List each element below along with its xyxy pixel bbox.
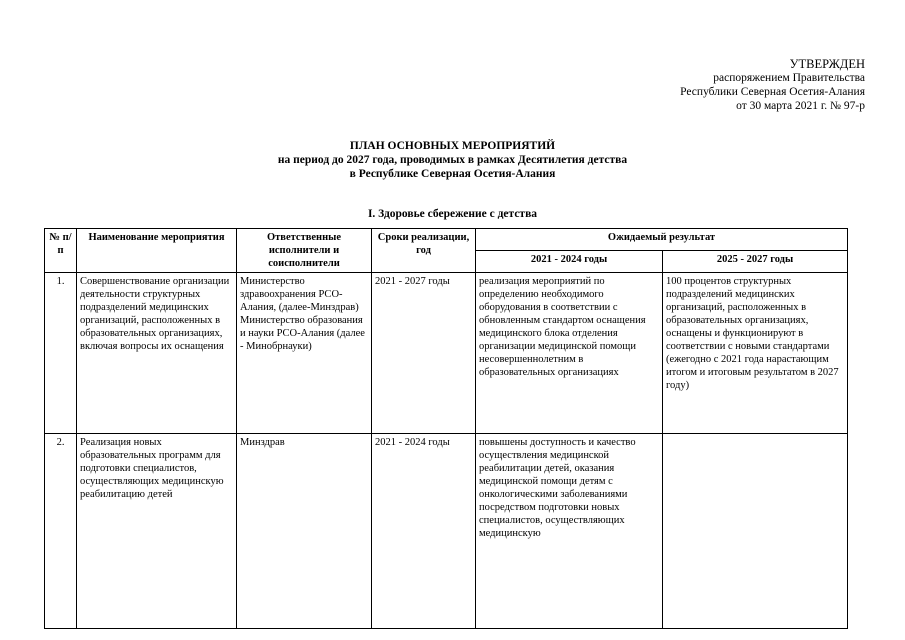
row-terms: 2021 - 2024 годы (372, 434, 476, 629)
row-result-2 (663, 434, 848, 629)
approval-title: УТВЕРЖДЕН (789, 57, 865, 71)
header-period-1: 2021 - 2024 годы (476, 251, 663, 273)
table-row (45, 273, 848, 434)
header-expected-result: Ожидаемый результат (476, 229, 848, 251)
approval-line-2: Республики Северная Осетия-Алания (680, 86, 865, 98)
row-name: Совершенствование организации деятельности структурных подразделений медицинских организаций, расположенных в образовательных организациях, включая вопросы их оснащения (77, 273, 237, 434)
row-result-2: 100 процентов структурных подразделений медицинских организаций, расположенных в образовательных организациях, оснащены и функционируют в соответствии с новыми стандартами (ежегодно с 2021 года нарастающим итогом и итоговым результатом в 2027 году) (663, 273, 848, 434)
plan-heading (0, 139, 905, 181)
approval-stamp (680, 57, 865, 113)
row-terms: 2021 - 2027 годы (372, 273, 476, 434)
section-title: I. Здоровье сбережение с детства (367, 208, 538, 220)
row-result-1: повышены доступность и качество осуществления медицинской реабилитации детей, оказания медицинской помощи детям с онкологическими заболеваниями посредством подготовки новых специалистов, осуществляющих медицинскую (476, 434, 663, 629)
table-row (45, 434, 848, 629)
row-responsible: Минздрав (237, 434, 372, 629)
header-period-2: 2025 - 2027 годы (663, 251, 848, 273)
plan-table (44, 228, 848, 629)
header-responsible: Ответственные исполнители и соисполнители (237, 229, 372, 273)
header-terms: Сроки реализации, год (372, 229, 476, 273)
row-num: 2. (45, 434, 77, 629)
row-responsible: Министерство здравоохранения РСО-Алания, (далее-Минздрав) Министерство образования и науки РСО-Алания (далее - Минобрнауки) (237, 273, 372, 434)
plan-title: ПЛАН ОСНОВНЫХ МЕРОПРИЯТИЙ (349, 140, 556, 152)
plan-subtitle-1: на период до 2027 года, проводимых в рамках Десятилетия детства (277, 154, 628, 166)
header-num: № п/п (45, 229, 77, 273)
approval-line-1: распоряжением Правительства (713, 72, 865, 84)
approval-line-3: от 30 марта 2021 г. № 97-р (736, 100, 865, 112)
row-num: 1. (45, 273, 77, 434)
plan-subtitle-2: в Республике Северная Осетия-Алания (349, 168, 556, 180)
row-name: Реализация новых образовательных программ для подготовки специалистов, осуществляющих медицинскую реабилитацию детей (77, 434, 237, 629)
table-header-row (45, 229, 848, 251)
header-name: Наименование мероприятия (77, 229, 237, 273)
row-result-1: реализация мероприятий по определению необходимого оборудования в соответствии с обновленным стандартом оснащения медицинского блока отделения организации медицинской помощи несовершеннолетним в образовательных организациях (476, 273, 663, 434)
